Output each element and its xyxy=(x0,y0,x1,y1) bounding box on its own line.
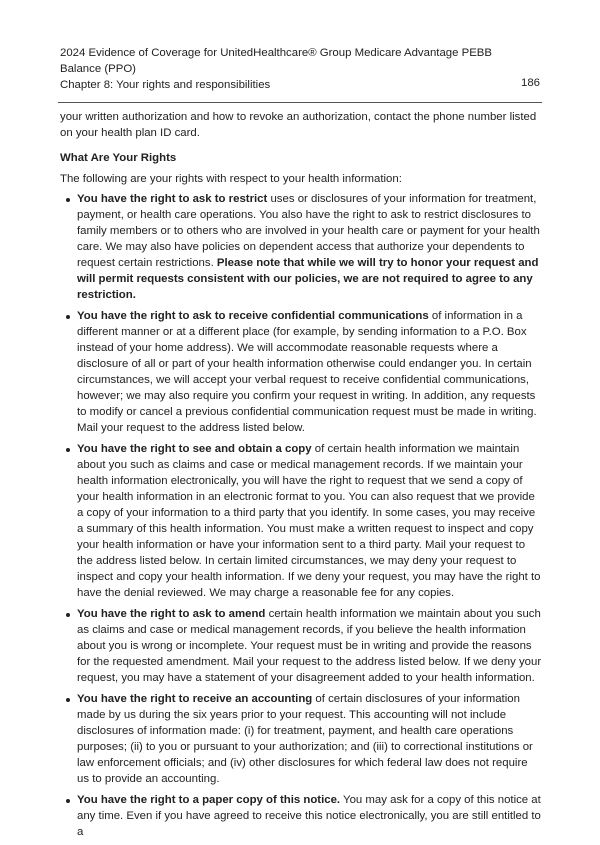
header-divider xyxy=(58,102,542,103)
page-number: 186 xyxy=(520,77,540,89)
list-item xyxy=(60,606,542,686)
chapter-title: Chapter 8: Your rights and responsibilities xyxy=(60,79,271,91)
list-item xyxy=(60,308,542,436)
bold-lead: You have the right to receive an accounting xyxy=(77,693,313,705)
bold-note: Please note that while we will try to honor your request and will permit requests consistent with our policies, we are not required to agree to any restriction. xyxy=(77,257,539,301)
bold-lead: You have the right to ask to restrict xyxy=(77,193,268,205)
bold-lead: You have the right to ask to amend xyxy=(77,608,266,620)
list-item xyxy=(60,691,542,787)
page-header xyxy=(60,45,542,93)
list-item xyxy=(60,792,542,840)
bold-lead: You have the right to ask to receive confidential communications xyxy=(77,310,429,322)
rights-list xyxy=(60,191,542,840)
item-text: uses or disclosures of your information for treatment, payment, or health care operations. You also have the right to ask to restrict disclosures to family members or to others who are involved in your health care or payment for your health care. We may also have policies on dependent access that authorize your dependents to request certain restrictions. xyxy=(77,193,540,269)
item-text: You may ask for a copy of this notice at any time. Even if you have agreed to receive this notice electronically, you are still entitled to a xyxy=(77,794,541,838)
continuation-paragraph: your written authorization and how to revoke an authorization, contact the phone number listed on your health plan ID card. xyxy=(60,111,537,139)
item-text: certain health information we maintain about you such as claims and case or medical management records, if you believe the health information about you is wrong or incomplete. Your request must be in writing and provide the reasons for the requested amendment. Mail your request to the address listed below. If we deny your request, you may have a statement of your disagreement added to your health information. xyxy=(77,608,542,684)
intro-paragraph: The following are your rights with respect to your health information: xyxy=(60,173,402,185)
item-text: of certain disclosures of your information made by us during the six years prior to your request. This accounting will not include disclosures of information made: (i) for treatment, payment, and health care operations purposes; (ii) to you or pursuant to your authorization; and (iii) to correctional institutions or law enforcement officials; and (iv) other disclosures for which federal law does not require us to provide an accounting. xyxy=(77,693,533,785)
item-text: of information in a different manner or at a different place (for example, by sending information to a P.O. Box instead of your home address). We will accommodate reasonable requests where a disclosure of all or part of your health information otherwise could endanger you. In certain circumstances, we will accept your verbal request to receive confidential communications, however; we may also require you confirm your request in writing. In addition, any requests to modify or cancel a previous confidential communication request must be made in writing. Mail your request to the address listed below. xyxy=(77,310,537,434)
document-page xyxy=(60,45,542,845)
item-text: of certain health information we maintain about you such as claims and case or medical management records. If we maintain your health information electronically, you will have the right to request that we send a copy of your health information in an electronic format to you. You can also request that we provide a copy of your information to a third party that you identify. In some cases, you may receive a summary of this health information. You must make a written request to inspect and copy your health information or have your information sent to a third party. Mail your request to the address listed below. In certain limited circumstances, we may deny your request to inspect and copy your health information. If we deny your request, you may have the right to have the denial reviewed. We may charge a reasonable fee for any copies. xyxy=(77,443,541,599)
list-item xyxy=(60,191,542,303)
document-title: 2024 Evidence of Coverage for UnitedHealthcare® Group Medicare Advantage PEBB Balance (PPO) xyxy=(60,47,492,75)
list-item xyxy=(60,441,542,601)
bold-lead: You have the right to a paper copy of this notice. xyxy=(77,794,341,806)
bold-lead: You have the right to see and obtain a copy xyxy=(77,443,312,455)
section-heading: What Are Your Rights xyxy=(60,152,177,164)
